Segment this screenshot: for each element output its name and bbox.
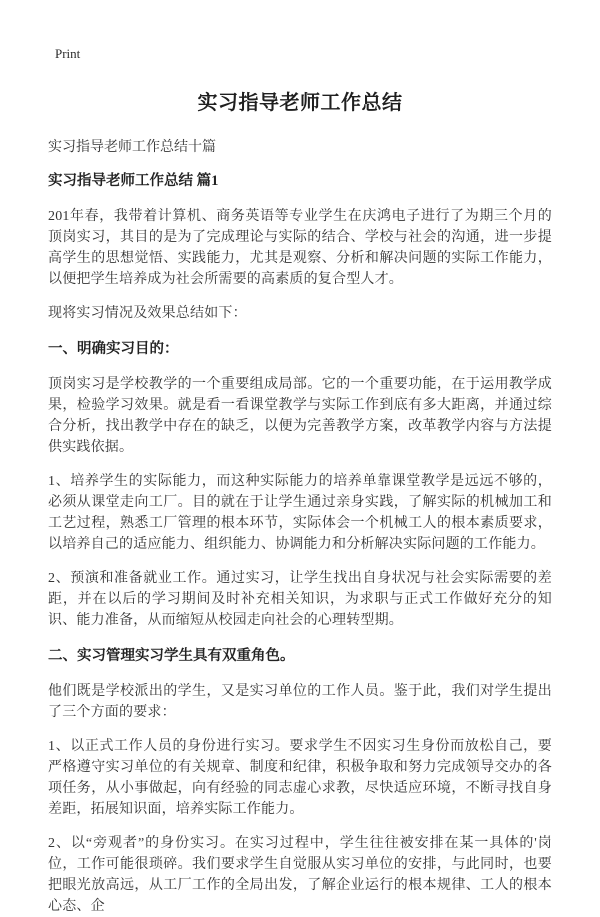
paragraph: 现将实习情况及效果总结如下： [48,306,247,321]
section-heading: 实习指导老师工作总结 篇1 [48,173,219,189]
print-link[interactable]: Print [55,46,81,61]
section-heading: 二、实习管理实习学生具有双重角色。 [48,648,295,664]
article [48,171,552,917]
paragraph: 201年春，我带着计算机、商务英语等专业学生在庆鸿电子进行了为期三个月的顶岗实习，其目的是为了完成理论与实际的结合、学校与社会的沟通，进一步提高学生的思想觉悟、实践能力，尤其是观察、分析和解决问题的实际工作能力，以便把学生培养成为社会所需要的高素质的复合型人才。 [48,209,552,287]
paragraph: 1、培养学生的实际能力，而这种实际能力的培养单靠课堂教学是远远不够的，必须从课堂走向工厂。目的就在于让学生通过亲身实践，了解实际的机械加工和工艺过程，熟悉工厂管理的根本环节，实际体会一个机械工人的根本素质要求，以培养自己的适应能力、组织能力、协调能力和分析解决实际问题的工作能力。 [48,474,552,552]
paragraph: 顶岗实习是学校教学的一个重要组成局部。它的一个重要功能，在于运用教学成果，检验学习效果。就是看一看课堂教学与实际工作到底有多大距离，并通过综合分析，找出教学中存在的缺乏，以便为完善教学方案，改革教学内容与方法提供实践依据。 [48,377,552,455]
paragraph: 2、预演和准备就业工作。通过实习，让学生找出自身状况与社会实际需要的差距，并在以后的学习期间及时补充相关知识，为求职与正式工作做好充分的知识、能力准备，从而缩短从校园走向社会的心理转型期。 [48,571,552,628]
document-subtitle: 实习指导老师工作总结十篇 [48,140,216,155]
paragraph: 2、以“旁观者”的身份实习。在实习过程中，学生往往被安排在某一具体的'岗位，工作可能很琐碎。我们要求学生自觉服从实习单位的安排，与此同时，也要把眼光放高远，从工厂工作的全局出发，了解企业运行的根本规律、工人的根本心态、企 [48,836,552,914]
paragraph: 1、以正式工作人员的身份进行实习。要求学生不因实习生身份而放松自己，要严格遵守实习单位的有关规章、制度和纪律，积极争取和努力完成领导交办的各项任务，从小事做起，向有经验的同志虚心求教，尽快适应环境，不断寻找自身差距，拓展知识面，培养实际工作能力。 [48,739,552,817]
paragraph: 他们既是学校派出的学生，又是实习单位的工作人员。鉴于此，我们对学生提出了三个方面的要求： [48,684,552,720]
section-heading: 一、明确实习目的： [48,341,179,357]
page-title: 实习指导老师工作总结 [197,92,403,114]
